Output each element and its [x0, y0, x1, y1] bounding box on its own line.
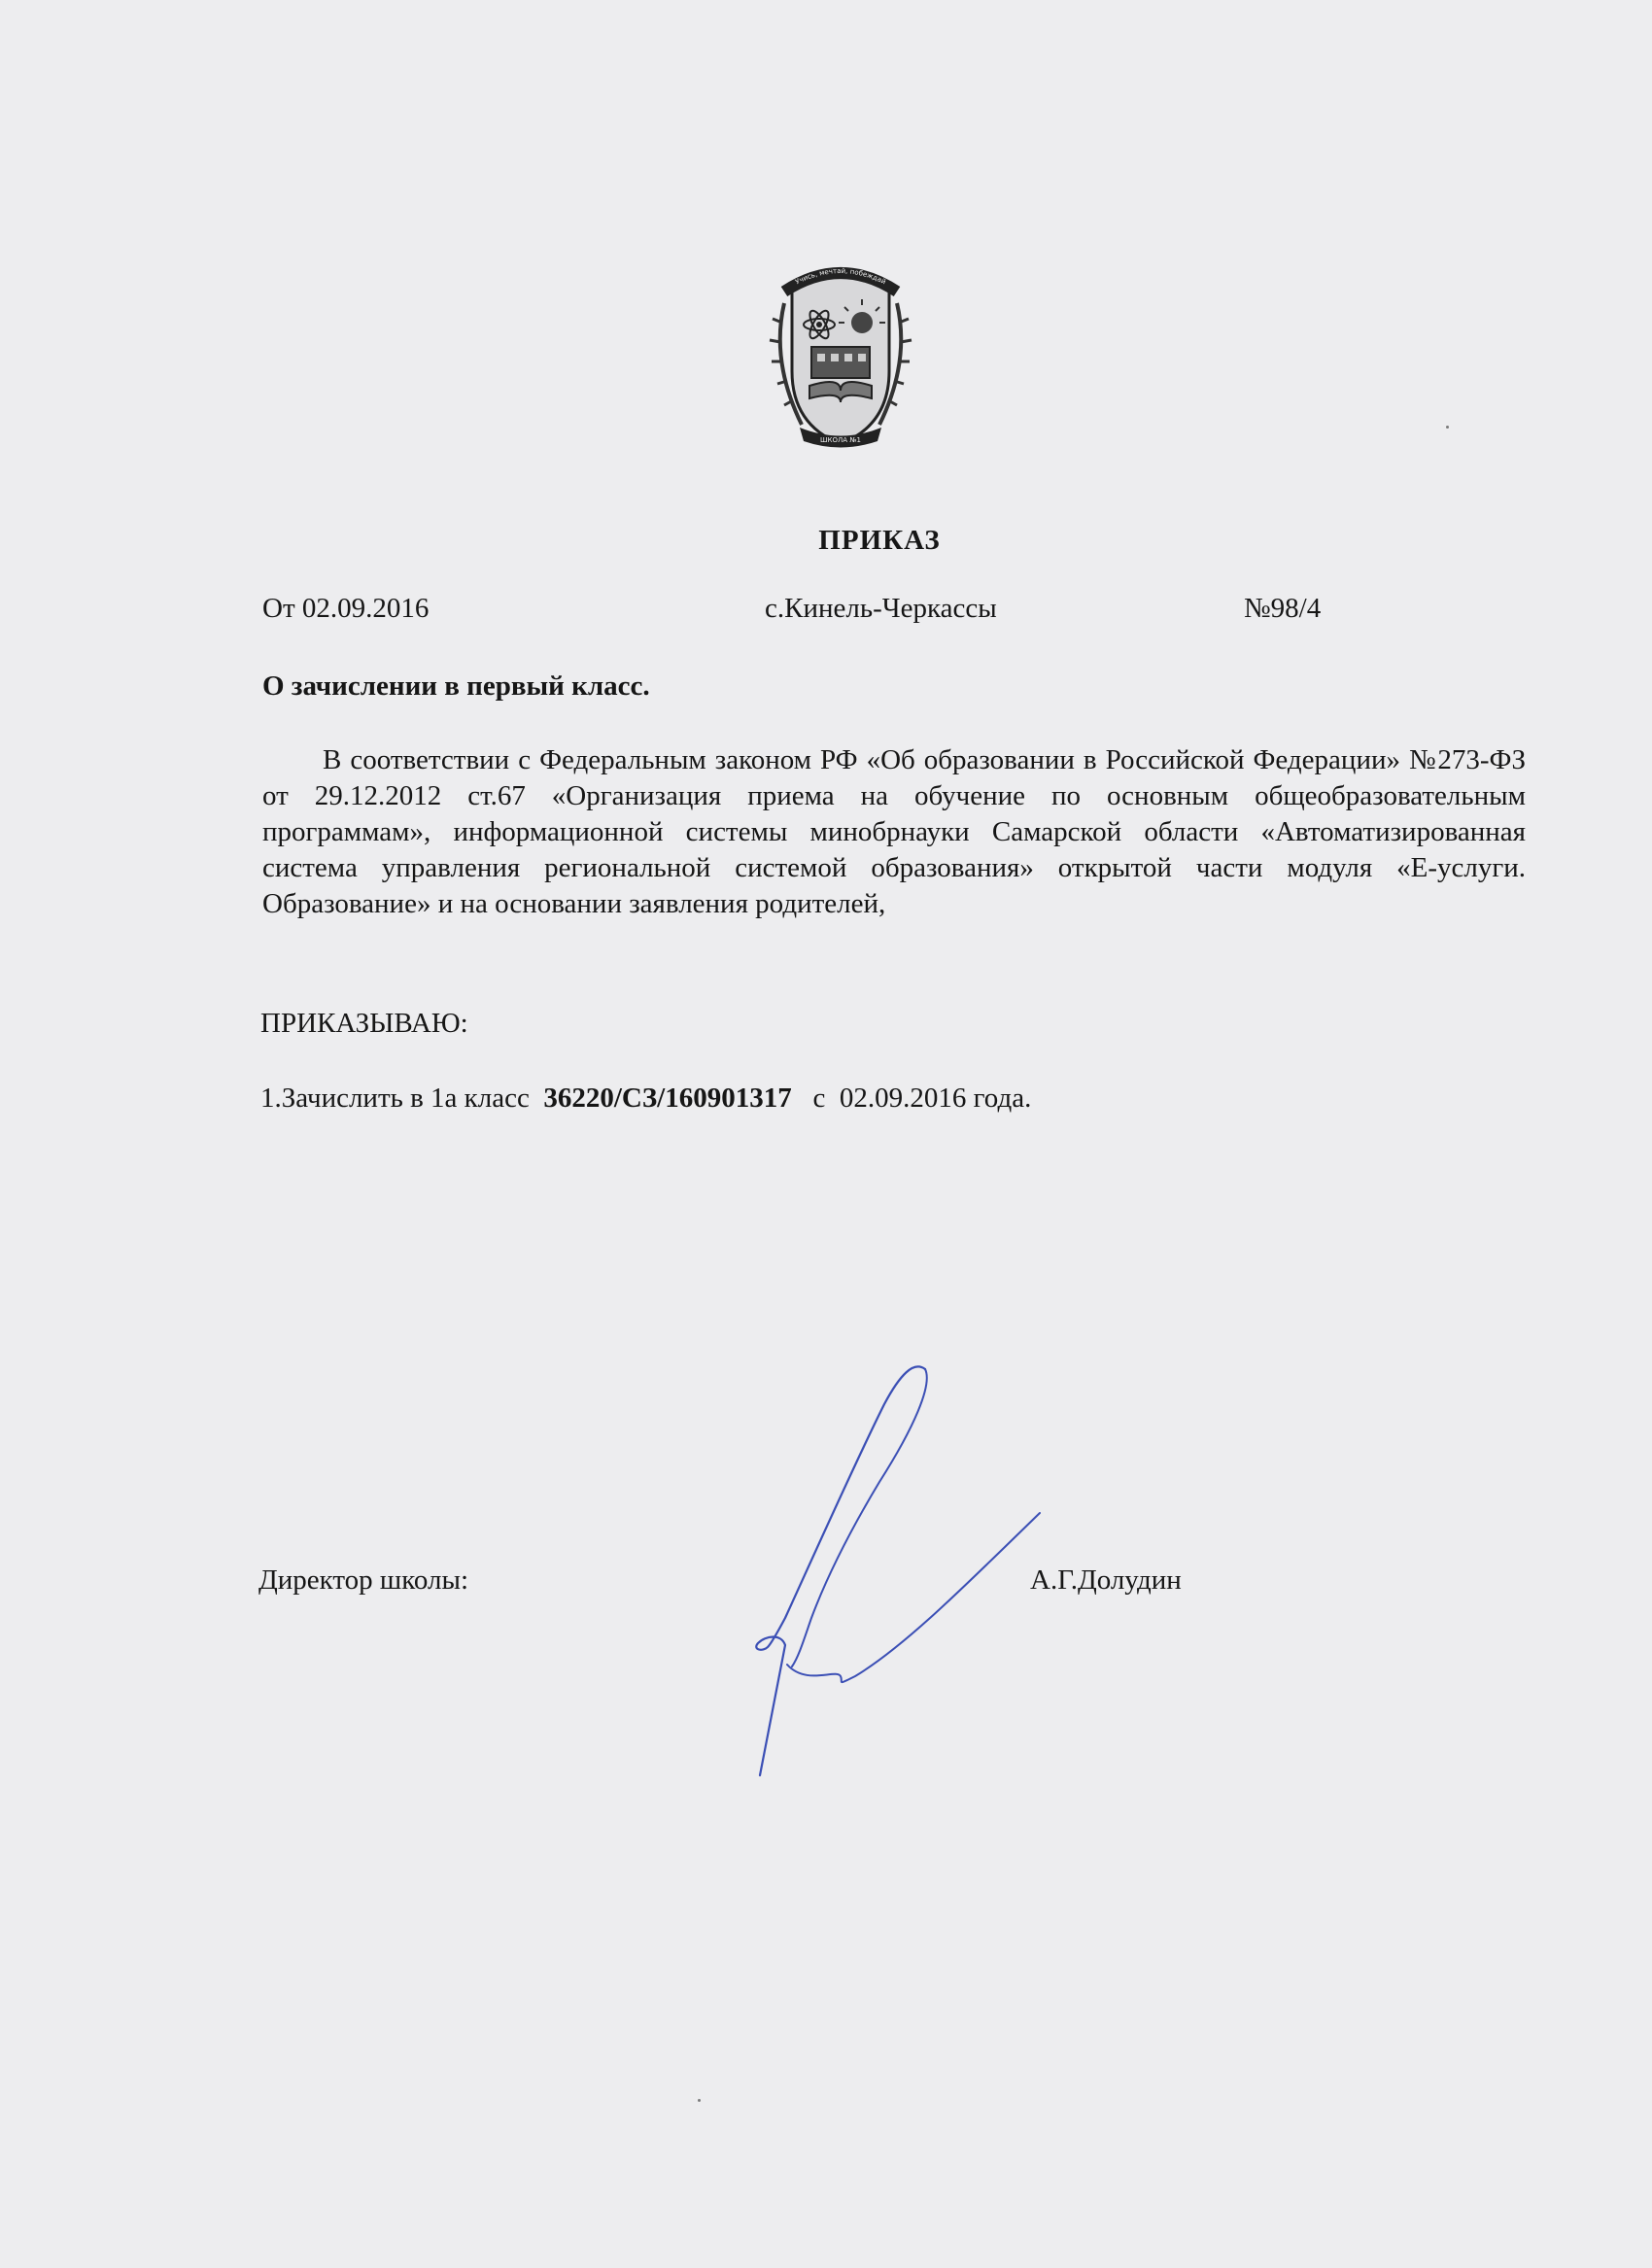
scan-speck: [698, 2099, 701, 2102]
emblem-motto: Учись, мечтай, побеждай: [794, 266, 887, 287]
handwritten-signature-icon: [671, 1356, 1059, 1793]
director-label: Директор школы:: [258, 1564, 468, 1596]
order-date: От 02.09.2016: [262, 593, 430, 624]
scan-speck: [1446, 426, 1449, 429]
order-place: с.Кинель-Черкассы: [765, 593, 997, 624]
director-name: А.Г.Долудин: [1030, 1564, 1182, 1596]
document-title: ПРИКАЗ: [818, 525, 941, 556]
order-item-1: [260, 1082, 1031, 1115]
order-item-suffix: с 02.09.2016 года.: [791, 1082, 1032, 1114]
emblem-ribbon: ШКОЛА №1: [820, 436, 861, 444]
order-item-prefix: 1.Зачислить в 1а класс: [260, 1082, 544, 1114]
order-subject: О зачислении в первый класс.: [262, 670, 650, 702]
school-coat-of-arms-icon: [763, 255, 918, 454]
order-number: №98/4: [1244, 593, 1322, 624]
application-code: 36220/СЗ/160901317: [543, 1082, 792, 1114]
order-body: В соответствии с Федеральным законом РФ «Об образовании в Российской Федерации» №273-ФЗ от 29.12.2012 ст.67 «Организация приема на обучение по основным общеобразовательным программам», информационной системы минобрнауки Самарской области «Автоматизированная система управления региональной системой образования» открытой части модуля «Е-услуги. Образование» и на основании заявления родителей,: [262, 744, 1526, 919]
order-directive: ПРИКАЗЫВАЮ:: [260, 1008, 468, 1039]
